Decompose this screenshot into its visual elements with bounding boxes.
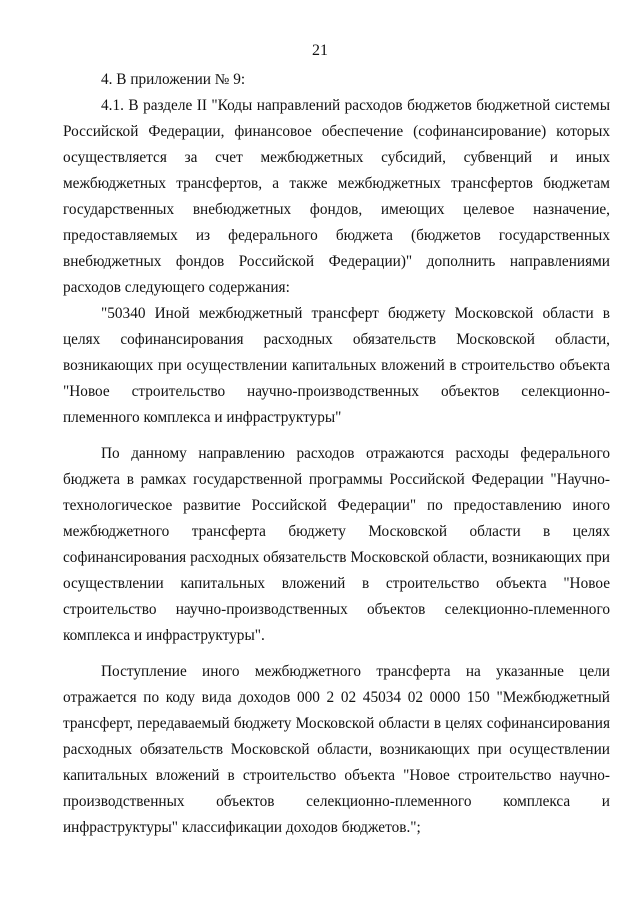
paragraph-revenue-code: Поступление иного межбюджетного трансферта на указанные цели отражается по коду вида доходов 000 2 02 45034 02 0000 150 "Межбюджетный трансферт, передаваемый бюджету Московской области в целях софинансирования расходных обязательств Московской области, возникающих при осуществлении капитальных вложений в строительство объекта "Новое строительство научно-производственных объектов селекционно-племенного комплекса и инфраструктуры" классификации доходов бюджетов."; (63, 663, 610, 836)
page-number: 21 (312, 42, 328, 59)
paragraph-expense-description: По данному направлению расходов отражаются расходы федерального бюджета в рамках государственной программы Российской Федерации "Научно-технологическое развитие Российской Федерации" по предоставлению иного межбюджетного трансферта бюджету Московской области в целях софинансирования расходных обязательств Московской области, возникающих при осуществлении капитальных вложений в строительство объекта "Новое строительство научно-производственных объектов селекционно-племенного комплекса и инфраструктуры". (63, 445, 610, 644)
section-heading: 4. В приложении № 9: (101, 71, 246, 88)
document-body (63, 67, 610, 841)
paragraph-expense-code: "50340 Иной межбюджетный трансферт бюджету Московской области в целях софинансирования расходных обязательств Московской области, возникающих при осуществлении капитальных вложений в строительство объекта "Новое строительство научно-производственных объектов селекционно-племенного комплекса и инфраструктуры" (63, 305, 610, 426)
paragraph-amendment: 4.1. В разделе II "Коды направлений расходов бюджетов бюджетной системы Российской Федерации, финансовое обеспечение (софинансирование) которых осуществляется за счет межбюджетных субсидий, субвенций и иных межбюджетных трансфертов, а также межбюджетных трансфертов бюджетам государственных внебюджетных фондов, имеющих целевое назначение, предоставляемых из федерального бюджета (бюджетов государственных внебюджетных фондов Российской Федерации)" дополнить направлениями расходов следующего содержания: (63, 97, 610, 296)
